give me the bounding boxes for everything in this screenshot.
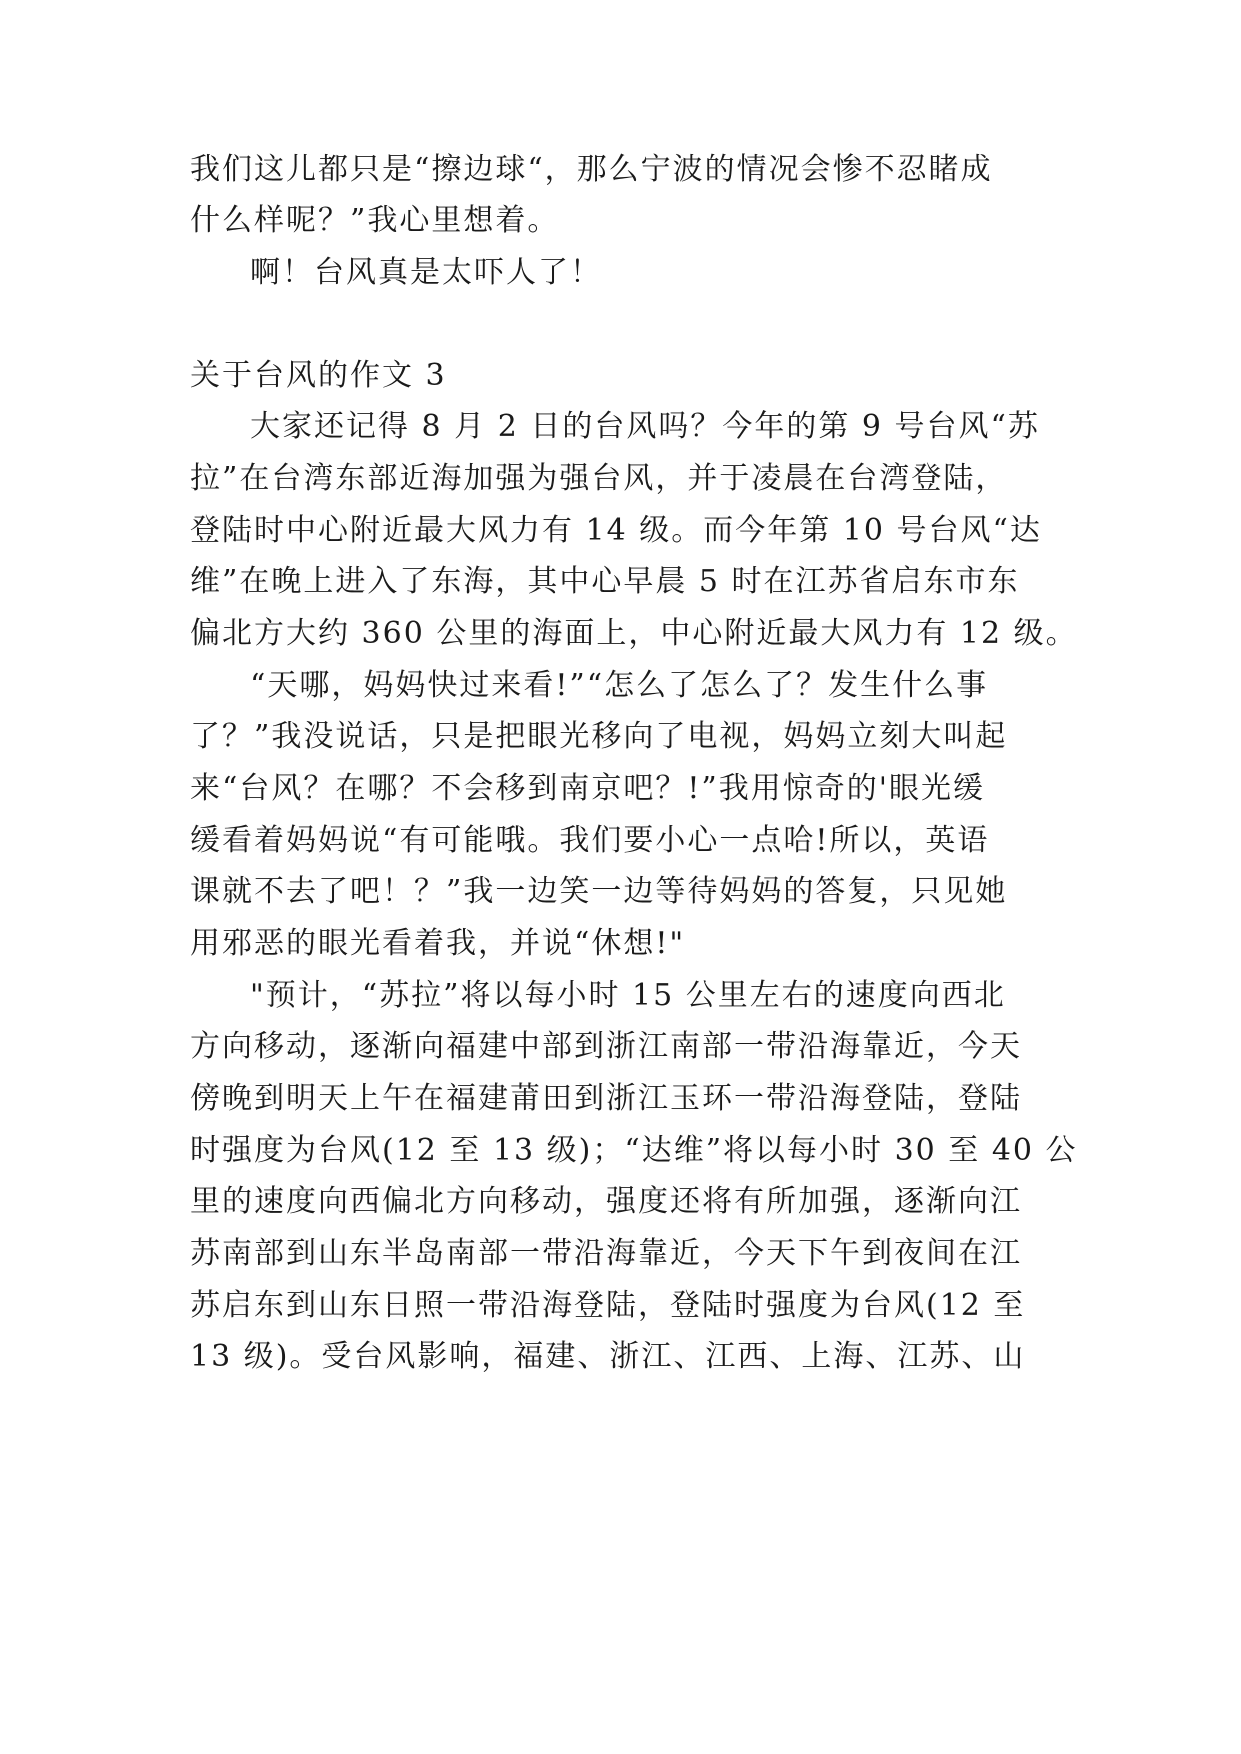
text-line: 时强度为台风(12 至 13 级)；“达维”将以每小时 30 至 40 公 bbox=[190, 1133, 1078, 1168]
text-line: 苏南部到山东半岛南部一带沿海靠近，今天下午到夜间在江 bbox=[190, 1236, 1022, 1271]
text-line: 登陆时中心附近最大风力有 14 级。而今年第 10 号台风“达 bbox=[190, 513, 1042, 548]
text-line: 傍晚到明天上午在福建莆田到浙江玉环一带沿海登陆，登陆 bbox=[190, 1081, 1022, 1116]
text-line: 苏启东到山东日照一带沿海登陆，登陆时强度为台风(12 至 bbox=[190, 1288, 1026, 1323]
text-line: 里的速度向西偏北方向移动，强度还将有所加强，逐渐向江 bbox=[190, 1184, 1022, 1219]
text-line: 用邪恶的眼光看着我，并说“休想!" bbox=[190, 926, 686, 961]
text-line: “天哪，妈妈快过来看!”“怎么了怎么了？发生什么事 bbox=[250, 668, 989, 703]
text-line: "预计，“苏拉”将以每小时 15 公里左右的速度向西北 bbox=[250, 978, 1006, 1013]
text-line: 来“台风？在哪？不会移到南京吧？!”我用惊奇的'眼光缓 bbox=[190, 771, 985, 806]
text-line: 13 级)。受台风影响，福建、浙江、江西、上海、江苏、山 bbox=[190, 1339, 1026, 1374]
text-line: 缓看着妈妈说“有可能哦。我们要小心一点哈!所以，英语 bbox=[190, 823, 990, 858]
text-line: 啊！台风真是太吓人了！ bbox=[250, 255, 602, 290]
text-line: 偏北方大约 360 公里的海面上，中心附近最大风力有 12 级。 bbox=[190, 616, 1078, 651]
section-heading: 关于台风的作文 3 bbox=[190, 358, 447, 393]
text-line: 维”在晚上进入了东海，其中心早晨 5 时在江苏省启东市东 bbox=[190, 564, 1020, 599]
text-line: 方向移动，逐渐向福建中部到浙江南部一带沿海靠近，今天 bbox=[190, 1029, 1022, 1064]
text-line: 课就不去了吧！？”我一边笑一边等待妈妈的答复，只见她 bbox=[190, 874, 1008, 909]
text-line: 什么样呢？”我心里想着。 bbox=[190, 203, 560, 238]
text-line: 了？”我没说话，只是把眼光移向了电视，妈妈立刻大叫起 bbox=[190, 719, 1008, 754]
text-line: 我们这儿都只是“擦边球“，那么宁波的情况会惨不忍睹成 bbox=[190, 152, 993, 187]
text-line: 大家还记得 8 月 2 日的台风吗？今年的第 9 号台风“苏 bbox=[250, 409, 1040, 444]
text-line: 拉”在台湾东部近海加强为强台风，并于凌晨在台湾登陆， bbox=[190, 461, 1008, 496]
